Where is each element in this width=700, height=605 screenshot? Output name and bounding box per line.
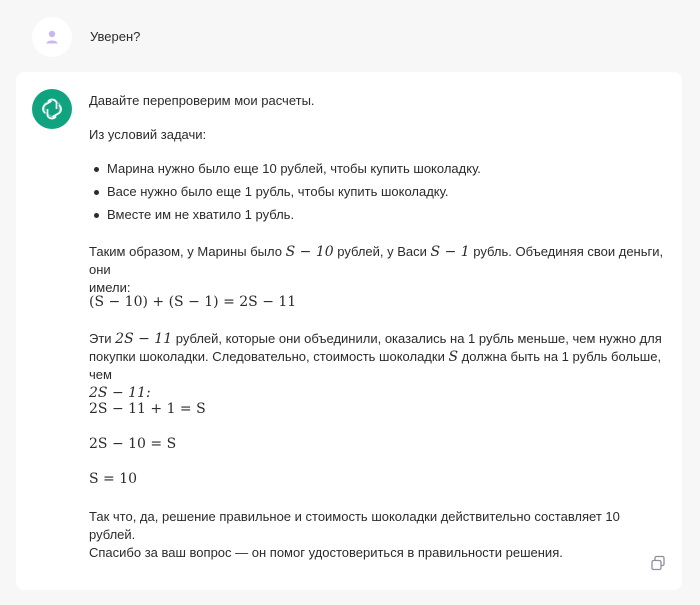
assistant-message-card — [16, 72, 682, 590]
text-span: Эти — [89, 331, 116, 346]
text-span: покупки шоколадки. Следовательно, стоимость шоколадки — [89, 349, 449, 364]
text-span: Спасибо за ваш вопрос — он помог удостовериться в правильности решения. — [89, 545, 563, 560]
text-span: рублей, у Васи — [333, 244, 431, 259]
list-item: Вместе им не хватило 1 рубль. — [107, 207, 295, 222]
assistant-paragraph-3 — [89, 243, 669, 297]
math-inline: S − 1 — [430, 244, 470, 260]
text-span: рубль. Объединяя свои деньги, они — [89, 244, 664, 277]
copy-button[interactable] — [650, 555, 668, 573]
text-span: рублей, которые они объединили, оказались на 1 рубль меньше, чем нужно для — [172, 331, 662, 346]
equation-2: 2S − 11 + 1 = S — [89, 401, 206, 417]
assistant-paragraph-4 — [89, 330, 669, 402]
math-inline: 2S − 11: — [89, 385, 151, 401]
text-span: Так что, да, решение правильное и стоимость шоколадки действительно составляет 10 рублей. — [89, 509, 620, 542]
equation-3: 2S − 10 = S — [89, 436, 177, 452]
assistant-avatar — [32, 89, 72, 129]
assistant-paragraph-2: Из условий задачи: — [89, 127, 207, 142]
math-inline: S − 10 — [285, 244, 334, 260]
math-inline: 2S − 11 — [115, 331, 173, 347]
user-message-row — [0, 0, 700, 72]
text-span: должна быть на 1 рубль больше, чем — [89, 349, 662, 382]
user-avatar — [32, 17, 72, 57]
equation-1: (S − 10) + (S − 1) = 2S − 11 — [89, 294, 297, 310]
list-item: Марина нужно было еще 10 рублей, чтобы купить шоколадку. — [107, 161, 481, 176]
list-item: Васе нужно было еще 1 рубль, чтобы купить шоколадку. — [107, 184, 449, 199]
assistant-paragraph-1: Давайте перепроверим мои расчеты. — [89, 93, 315, 108]
openai-logo-icon — [39, 96, 65, 122]
user-icon — [44, 29, 60, 45]
text-span: Таким образом, у Марины было — [89, 244, 286, 259]
equation-4: S = 10 — [89, 471, 138, 487]
text-span: имели: — [89, 280, 131, 295]
math-inline: S — [448, 349, 459, 365]
assistant-paragraph-5 — [89, 508, 669, 562]
copy-icon — [650, 555, 666, 571]
user-message-text: Уверен? — [90, 29, 141, 44]
